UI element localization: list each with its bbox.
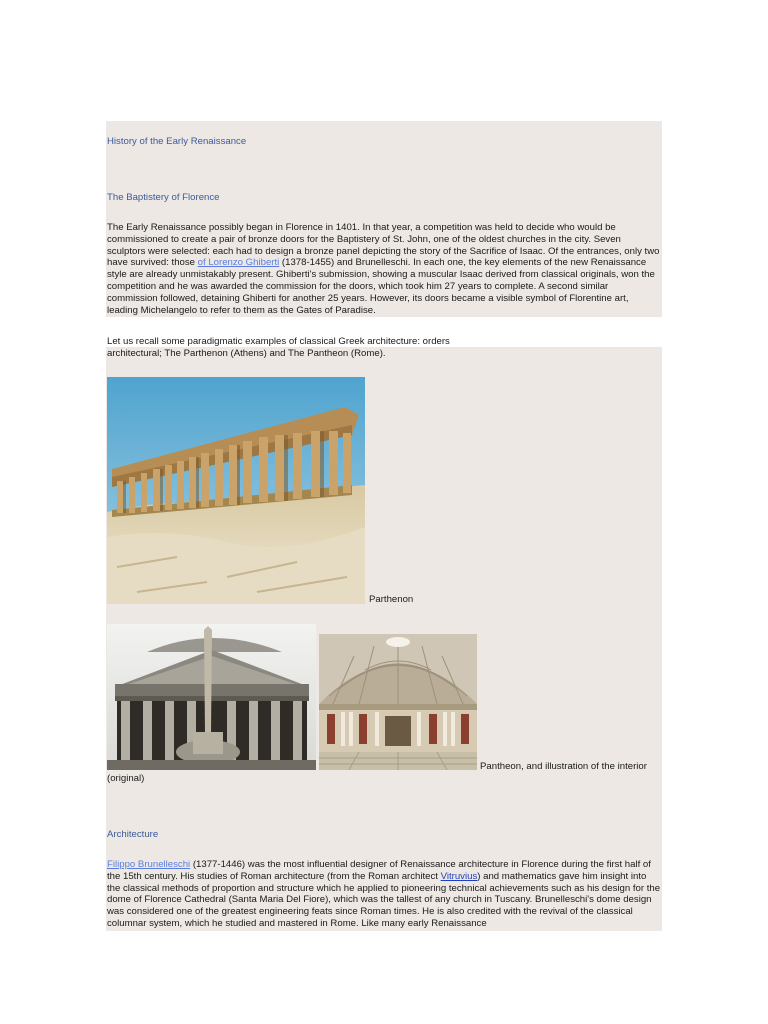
link-vitruvius[interactable]: Vitruvius	[440, 870, 478, 882]
caption-pantheon-continued: (original)	[107, 773, 145, 784]
paragraph-line: Let us recall some paradigmatic examples of classical Greek architecture: orders	[107, 336, 450, 347]
paragraph-line: architectural; The Parthenon (Athens) and The Pantheon (Rome).	[107, 347, 386, 359]
paragraph-text: ) and mathematics gave him insight into the classical methods of proportion and structure which he applied to pioneering technical achievements such as his design for the dome of Florence Cathedral (Santa Maria Del Fiore), which was the tallest of any church in Tuscany. Brunelleschi's dome design was considered one of the greatest engineering feats since Roman times. He is also credited with the revival of the classical columnar system, which he studied and mastered in Rome. Like many early Renaissance	[107, 870, 661, 929]
link-filippo-brunelleschi[interactable]: Filippo Brunelleschi	[107, 859, 191, 870]
section-heading-baptistery: The Baptistery of Florence	[107, 192, 220, 203]
paragraph-text: (1377-1446) was the most influential designer of Renaissance architecture in Florence during the first half of the 15th century. His studies of Roman architecture (from the Roman architect	[107, 859, 651, 882]
paragraph-text: The Early Renaissance possibly began in Florence in 1401. In that year, a competition was held to decide who would be commissioned to create a pair of bronze doors for the Baptistery of St. John, one of the oldest churches in the city. Seven sculptors were selected: each had to design a bronze panel depicting the story of the Sacrifice of Isaac. Of the entrances, only two have survived: those	[107, 222, 660, 269]
paragraph-baptistery	[107, 222, 661, 316]
paragraph-classical-intro	[107, 336, 661, 360]
paragraph-architecture	[107, 859, 661, 931]
caption-pantheon: Pantheon, and illustration of the interior	[480, 761, 647, 772]
pantheon-interior-illustration	[319, 634, 477, 770]
page-title: History of the Early Renaissance	[107, 136, 247, 147]
paragraph-text: (1378-1455) and Brunelleschi. In each one, the key elements of the new Renaissance style are already unmistakably present. Ghiberti's submission, showing a muscular Isaac derived from classical originals, won the competition and he was awarded the commission for the doors, which took him 27 years to complete. A second similar commission followed, detaining Ghiberti for another 25 years. However, its doors became a visible symbol of Florentine art, leading Michelangelo to refer to them as the Gates of Paradise.	[107, 257, 655, 316]
section-heading-architecture: Architecture	[107, 829, 159, 840]
link-lorenzo-ghiberti[interactable]: of Lorenzo Ghiberti	[197, 257, 280, 269]
caption-parthenon: Parthenon	[369, 594, 414, 605]
pantheon-exterior-photo	[107, 624, 316, 770]
parthenon-photo	[107, 377, 365, 604]
